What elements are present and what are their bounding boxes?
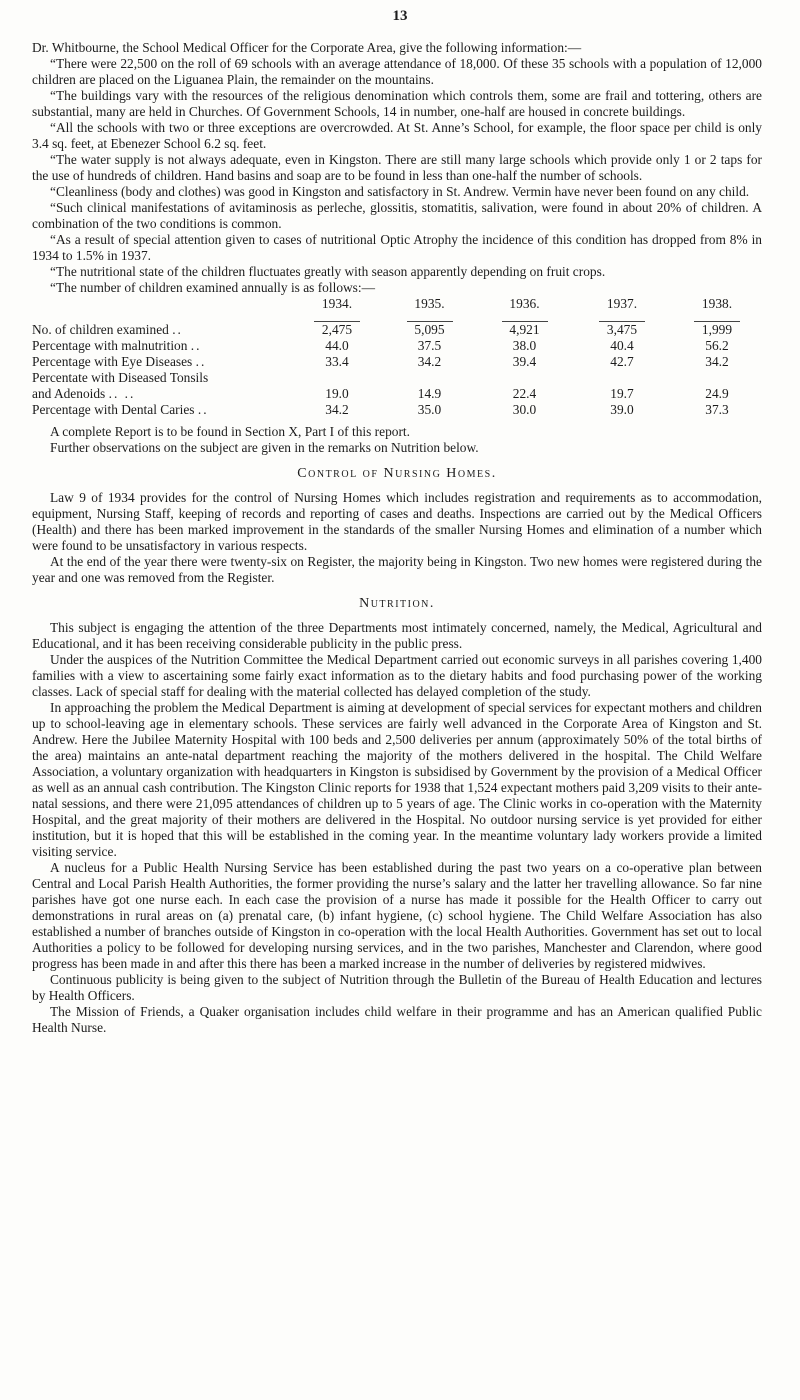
header-rule xyxy=(314,321,360,322)
intro-paragraph: Dr. Whitbourne, the School Medical Officer for the Corporate Area, give the following information:— xyxy=(32,40,582,55)
table-cell: 19.7 xyxy=(610,386,634,401)
row-label: Percentage with malnutrition xyxy=(32,338,188,353)
table-header-label xyxy=(32,296,292,312)
table-cell: 40.4 xyxy=(610,338,634,353)
table-cell: 33.4 xyxy=(325,354,349,369)
page-content xyxy=(32,40,762,1036)
table-cell: 3,475 xyxy=(606,322,638,337)
body-paragraph: In approaching the problem the Medical Department is aiming at development of special services for expectant mothers and children up to school-leaving age in elementary schools. These services are fairly well advanced in the Corporate Area of Kingston and St. Andrew. Here the Jubilee Maternity Hospital with 100 beds and 2,500 deliveries per annum (approximately 50% of the total births of the area) maintains an ante-natal department reaching the majority of the mothers delivered in the hospital. The Child Welfare Association, a voluntary organization with headquarters in Kingston is subsidised by Government by the provision of a Medical Officer as well as an annual cash contribution. The Kingston Clinic reports for 1938 that 1,524 expectant mothers paid 3,209 visits to their ante-natal sessions, and there were 21,095 attendances of children up to 5 years of age. The Clinic works in co-operation with the Maternity Hospital, and the great majority of their mothers are delivered in the Hospital. No outdoor nursing service is yet provided for either institution, but it is hoped that this will be established in the coming year. In the meantime voluntary lady workers provide a limited visiting service. xyxy=(32,700,762,859)
table-cell: 14.9 xyxy=(417,386,442,401)
table-row xyxy=(32,370,762,386)
table-cell: 38.0 xyxy=(512,338,537,353)
quote-paragraph: “The nutritional state of the children fluctuates greatly with season apparently depending on fruit crops. xyxy=(50,264,606,279)
table-cell: 2,475 xyxy=(321,322,353,337)
table-cell: 22.4 xyxy=(512,386,537,401)
body-paragraph: At the end of the year there were twenty-six on Register, the majority being in Kingston. Two new homes were registered during the year and one was removed from the Register. xyxy=(32,554,762,585)
quote-paragraph: “All the schools with two or three exceptions are overcrowded. At St. Anne’s School, for example, the floor space per child is only 3.4 sq. feet, at Ebenezer School 6.2 sq. feet. xyxy=(32,120,762,151)
header-rule xyxy=(407,321,453,322)
quote-paragraph: “Cleanliness (body and clothes) was good in Kingston and satisfactory in St. Andrew. Vermin have never been found on any child. xyxy=(50,184,750,199)
table-cell: 37.3 xyxy=(705,402,729,417)
table-row: No. of children examined .. 2,475 5,095 4,921 3,475 1,999 xyxy=(32,322,762,338)
table-header-row xyxy=(32,296,762,312)
table-cell: 4,921 xyxy=(509,322,540,337)
table-cell: 34.2 xyxy=(417,354,442,369)
table-cell: 5,095 xyxy=(414,322,445,337)
header-rule xyxy=(502,321,548,322)
table-cell: 42.7 xyxy=(610,354,634,369)
table-cell: 56.2 xyxy=(705,338,729,353)
table-cell: 34.2 xyxy=(705,354,729,369)
year-header: 1937. xyxy=(606,296,638,311)
section-heading-nursing-homes: Control of Nursing Homes. xyxy=(297,466,497,481)
children-examined-table xyxy=(32,296,762,418)
table-cell: 35.0 xyxy=(417,402,442,417)
row-label-continued: and Adenoids xyxy=(32,386,106,401)
year-header: 1934. xyxy=(321,296,353,311)
quote-paragraph: “As a result of special attention given to cases of nutritional Optic Atrophy the incidence of this condition has dropped from 8% in 1934 to 1.5% in 1937. xyxy=(32,232,762,263)
table-row: and Adenoids .. .. 19.0 14.9 22.4 19.7 24.9 xyxy=(32,386,762,402)
further-observations: Further observations on the subject are given in the remarks on Nutrition below. xyxy=(50,440,479,455)
table-cell: 39.0 xyxy=(610,402,634,417)
quote-paragraph: “The buildings vary with the resources of the religious denomination which controls them, some are frail and tottering, others are substantial, many are held in Churches. Of Government Schools, 14 in number, one-half are housed in concrete buildings. xyxy=(32,88,762,119)
quote-paragraph: “Such clinical manifestations of avitaminosis as perleche, glossitis, stomatitis, salivation, were found in about 20% of children. A combination of the two conditions is common. xyxy=(32,200,762,231)
table-cell: 37.5 xyxy=(417,338,442,353)
report-reference: A complete Report is to be found in Section X, Part I of this report. xyxy=(50,424,410,439)
body-paragraph: Under the auspices of the Nutrition Committee the Medical Department carried out economic surveys in all parishes covering 1,400 families with a view to ascertaining some fairly exact information as to the dietary habits and food purchasing power of the working classes. Lack of special staff for dealing with the material collected has delayed completion of the study. xyxy=(32,652,762,699)
body-paragraph: A nucleus for a Public Health Nursing Service has been established during the past two years on a co-operative plan between Central and Local Parish Health Authorities, the former providing the nurse’s salary and the latter her travelling allowance. So far nine parishes have got one nurse each. In each case the provision of a nurse has made it possible for the Health Officer to carry out demonstrations in rural areas on (a) prenatal care, (b) infant hygiene, (c) school hygiene. The Child Welfare Association has also established a number of branches outside of Kingston in co-operation with the local Health Authorities. Government has set out to local Authorities a policy to be followed for developing nursing services, and in the two parishes, Manchester and Clarendon, where good progress has been made in and after this there has been a marked increase in the number of deliveries by registered midwives. xyxy=(32,860,762,971)
table-cell: 19.0 xyxy=(325,386,349,401)
year-header: 1936. xyxy=(509,296,540,311)
table-cell: 1,999 xyxy=(701,322,733,337)
body-paragraph: The Mission of Friends, a Quaker organisation includes child welfare in their programme and has an American qualified Public Health Nurse. xyxy=(32,1004,762,1035)
year-header: 1935. xyxy=(414,296,445,311)
table-cell: 39.4 xyxy=(512,354,537,369)
table-cell: 30.0 xyxy=(512,402,537,417)
table-row: Percentage with malnutrition .. 44.0 37.5 38.0 40.4 56.2 xyxy=(32,338,762,354)
page-number: 13 xyxy=(392,8,408,24)
table-cell: 24.9 xyxy=(705,386,729,401)
body-paragraph: This subject is engaging the attention of the three Departments most intimately concerned, namely, the Medical, Agricultural and Educational, and it has been receiving considerable publicity in the public press. xyxy=(32,620,762,651)
header-rule xyxy=(694,321,740,322)
quote-paragraph: “The number of children examined annually is as follows:— xyxy=(50,280,376,295)
quote-paragraph: “The water supply is not always adequate, even in Kingston. There are still many large schools which provide only 1 or 2 taps for the use of hundreds of children. Hand basins and soap are to be found in less than one-half the number of schools. xyxy=(32,152,762,183)
table-row: Percentage with Dental Caries .. 34.2 35.0 30.0 39.0 37.3 xyxy=(32,402,762,418)
row-label: Percentage with Dental Caries xyxy=(32,402,195,417)
table-cell: 44.0 xyxy=(325,338,349,353)
table-cell: 34.2 xyxy=(325,402,349,417)
year-header: 1938. xyxy=(701,296,733,311)
row-label: Percentage with Eye Diseases xyxy=(32,354,193,369)
table-row: Percentage with Eye Diseases .. 33.4 34.2 39.4 42.7 34.2 xyxy=(32,354,762,370)
header-rule xyxy=(599,321,645,322)
body-paragraph: Continuous publicity is being given to the subject of Nutrition through the Bulletin of the Bureau of Health Education and lectures by Health Officers. xyxy=(32,972,762,1003)
section-heading-nutrition: Nutrition. xyxy=(359,596,435,611)
row-label: No. of children examined xyxy=(32,322,169,337)
header-rule-row xyxy=(32,312,762,322)
body-paragraph: Law 9 of 1934 provides for the control of Nursing Homes which includes registration and requirements as to accommodation, equipment, Nursing Staff, keeping of records and reporting of cases and deaths. Inspections are carried out by the Medical Officers (Health) and there has been marked improvement in the standards of the smaller Nursing Homes and elimination of a number which were found to be unsatisfactory in various respects. xyxy=(32,490,762,553)
quote-paragraph: “There were 22,500 on the roll of 69 schools with an average attendance of 18,000. Of these 35 schools with a population of 12,000 children are placed on the Liguanea Plain, the remainder on the mountains. xyxy=(32,56,762,87)
row-label: Percentate with Diseased Tonsils xyxy=(32,370,209,385)
